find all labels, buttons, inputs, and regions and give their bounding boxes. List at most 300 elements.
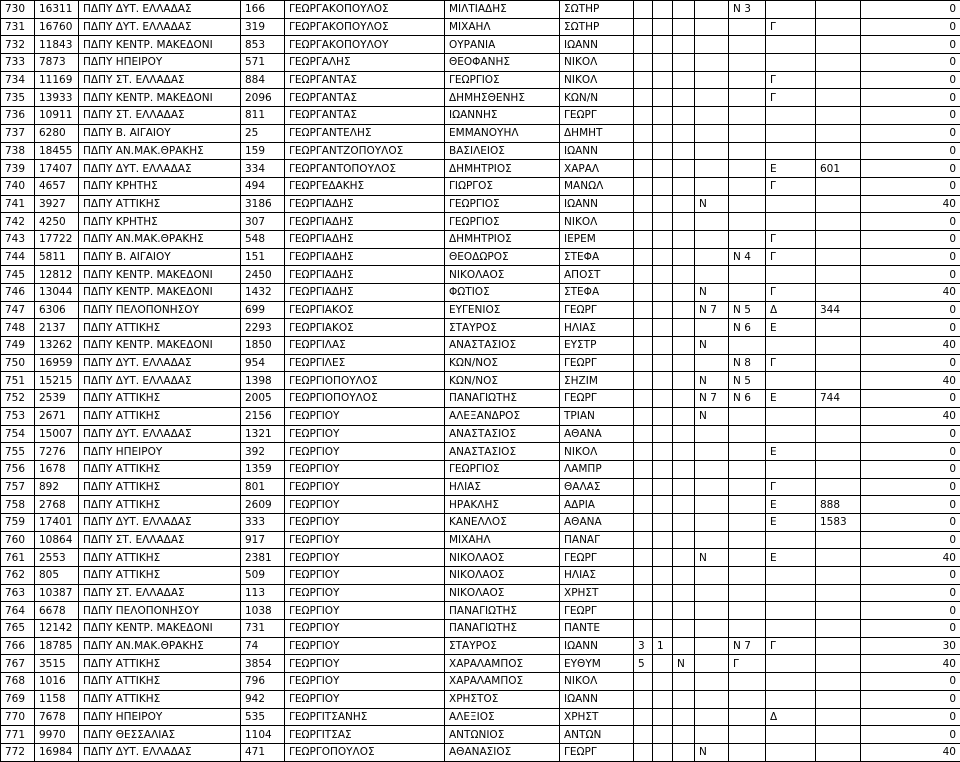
- score-cell: 0: [861, 177, 960, 195]
- first-name-cell: ΙΩΑΝΝΗΣ: [445, 107, 560, 125]
- row-number-cell: 772: [1, 743, 35, 761]
- col-e-cell: [729, 425, 766, 443]
- code-cell: 3186: [241, 195, 285, 213]
- father-name-cell: ΠΑΝΤΕ: [560, 620, 634, 638]
- first-name-cell: ΜΙΧΑΗΛ: [445, 18, 560, 36]
- col-e-cell: N 8: [729, 354, 766, 372]
- record-id-cell: 16760: [35, 18, 79, 36]
- col-b-cell: [653, 213, 673, 231]
- table-row: [1, 425, 960, 443]
- col-e-cell: [729, 531, 766, 549]
- first-name-cell: ΓΕΩΡΓΙΟΣ: [445, 213, 560, 231]
- amount-cell: [816, 690, 861, 708]
- col-e-cell: N 3: [729, 1, 766, 19]
- table-row: [1, 177, 960, 195]
- record-id-cell: 2768: [35, 496, 79, 514]
- score-cell: 0: [861, 496, 960, 514]
- table-row: [1, 390, 960, 408]
- score-cell: 0: [861, 602, 960, 620]
- col-c-cell: [673, 230, 695, 248]
- score-cell: 0: [861, 142, 960, 160]
- surname-cell: ΓΕΩΡΓΑΝΤΖΟΠΟΥΛΟΣ: [285, 142, 445, 160]
- col-e-cell: N 4: [729, 248, 766, 266]
- surname-cell: ΓΕΩΡΓΑΝΤΑΣ: [285, 71, 445, 89]
- col-c-cell: [673, 36, 695, 54]
- row-number-cell: 735: [1, 89, 35, 107]
- col-b-cell: [653, 690, 673, 708]
- code-cell: 1104: [241, 726, 285, 744]
- surname-cell: ΓΕΩΡΓΙΑΔΗΣ: [285, 284, 445, 302]
- col-b-cell: [653, 36, 673, 54]
- code-cell: 731: [241, 620, 285, 638]
- col-d-cell: [695, 496, 729, 514]
- code-cell: 509: [241, 567, 285, 585]
- row-number-cell: 754: [1, 425, 35, 443]
- category-cell: [766, 584, 816, 602]
- surname-cell: ΓΕΩΡΓΙΑΔΗΣ: [285, 213, 445, 231]
- col-b-cell: [653, 407, 673, 425]
- record-id-cell: 12142: [35, 620, 79, 638]
- surname-cell: ΓΕΩΡΓΙΟΠΟΥΛΟΣ: [285, 372, 445, 390]
- col-e-cell: N 6: [729, 319, 766, 337]
- first-name-cell: ΑΝΑΣΤΑΣΙΟΣ: [445, 425, 560, 443]
- col-c-cell: [673, 602, 695, 620]
- first-name-cell: ΟΥΡΑΝΙΑ: [445, 36, 560, 54]
- father-name-cell: ΠΑΝΑΓ: [560, 531, 634, 549]
- record-id-cell: 2671: [35, 407, 79, 425]
- col-b-cell: [653, 160, 673, 178]
- region-cell: ΠΔΠΥ ΑΤΤΙΚΗΣ: [79, 549, 241, 567]
- surname-cell: ΓΕΩΡΓΑΝΤΑΣ: [285, 89, 445, 107]
- col-b-cell: [653, 655, 673, 673]
- col-a-cell: [634, 284, 653, 302]
- table-row: [1, 160, 960, 178]
- col-d-cell: [695, 319, 729, 337]
- table-row: [1, 284, 960, 302]
- col-e-cell: [729, 18, 766, 36]
- col-a-cell: [634, 319, 653, 337]
- record-id-cell: 12812: [35, 266, 79, 284]
- region-cell: ΠΔΠΥ ΠΕΛΟΠΟΝΗΣΟΥ: [79, 602, 241, 620]
- col-d-cell: [695, 708, 729, 726]
- col-a-cell: [634, 301, 653, 319]
- category-cell: [766, 460, 816, 478]
- col-b-cell: [653, 602, 673, 620]
- col-d-cell: Ν: [695, 549, 729, 567]
- col-a-cell: [634, 460, 653, 478]
- region-cell: ΠΔΠΥ ΑΤΤΙΚΗΣ: [79, 460, 241, 478]
- record-id-cell: 17401: [35, 513, 79, 531]
- score-cell: 0: [861, 213, 960, 231]
- col-b-cell: [653, 89, 673, 107]
- col-a-cell: [634, 266, 653, 284]
- score-cell: 0: [861, 71, 960, 89]
- col-d-cell: Ν: [695, 372, 729, 390]
- col-d-cell: [695, 230, 729, 248]
- table-row: [1, 655, 960, 673]
- col-b-cell: [653, 142, 673, 160]
- table-row: [1, 460, 960, 478]
- col-d-cell: Ν: [695, 337, 729, 355]
- father-name-cell: ΙΕΡΕΜ: [560, 230, 634, 248]
- col-b-cell: [653, 1, 673, 19]
- col-e-cell: [729, 213, 766, 231]
- table-row: [1, 726, 960, 744]
- score-cell: 0: [861, 620, 960, 638]
- surname-cell: ΓΕΩΡΓΙΟΥ: [285, 567, 445, 585]
- col-d-cell: [695, 89, 729, 107]
- code-cell: 2005: [241, 390, 285, 408]
- amount-cell: 744: [816, 390, 861, 408]
- col-b-cell: [653, 743, 673, 761]
- row-number-cell: 731: [1, 18, 35, 36]
- first-name-cell: ΦΩΤΙΟΣ: [445, 284, 560, 302]
- score-cell: 40: [861, 284, 960, 302]
- score-cell: 0: [861, 584, 960, 602]
- category-cell: [766, 567, 816, 585]
- father-name-cell: ΙΩΑΝΝ: [560, 195, 634, 213]
- score-cell: 0: [861, 478, 960, 496]
- amount-cell: [816, 620, 861, 638]
- table-row: [1, 637, 960, 655]
- score-cell: 40: [861, 407, 960, 425]
- region-cell: ΠΔΠΥ Β. ΑΙΓΑΙΟΥ: [79, 124, 241, 142]
- surname-cell: ΓΕΩΡΓΙΛΑΣ: [285, 337, 445, 355]
- code-cell: 1850: [241, 337, 285, 355]
- father-name-cell: ΕΥΘΥΜ: [560, 655, 634, 673]
- col-c-cell: [673, 301, 695, 319]
- col-e-cell: [729, 266, 766, 284]
- code-cell: 166: [241, 1, 285, 19]
- record-id-cell: 13044: [35, 284, 79, 302]
- score-cell: 0: [861, 160, 960, 178]
- col-a-cell: [634, 425, 653, 443]
- category-cell: [766, 337, 816, 355]
- score-cell: 0: [861, 460, 960, 478]
- region-cell: ΠΔΠΥ ΑΤΤΙΚΗΣ: [79, 407, 241, 425]
- code-cell: 942: [241, 690, 285, 708]
- record-id-cell: 18455: [35, 142, 79, 160]
- first-name-cell: ΑΝΑΣΤΑΣΙΟΣ: [445, 337, 560, 355]
- surname-cell: ΓΕΩΡΓΙΤΣΑΝΗΣ: [285, 708, 445, 726]
- amount-cell: [816, 71, 861, 89]
- col-c-cell: [673, 160, 695, 178]
- col-d-cell: [695, 124, 729, 142]
- table-row: [1, 567, 960, 585]
- amount-cell: [816, 584, 861, 602]
- father-name-cell: ΣΗΖΙΜ: [560, 372, 634, 390]
- surname-cell: ΓΕΩΡΓΑΝΤΕΛΗΣ: [285, 124, 445, 142]
- row-number-cell: 771: [1, 726, 35, 744]
- col-c-cell: [673, 443, 695, 461]
- region-cell: ΠΔΠΥ ΑΤΤΙΚΗΣ: [79, 690, 241, 708]
- code-cell: 159: [241, 142, 285, 160]
- record-id-cell: 10911: [35, 107, 79, 125]
- record-id-cell: 16984: [35, 743, 79, 761]
- record-id-cell: 4250: [35, 213, 79, 231]
- region-cell: ΠΔΠΥ ΑΤΤΙΚΗΣ: [79, 655, 241, 673]
- col-a-cell: [634, 708, 653, 726]
- col-c-cell: [673, 248, 695, 266]
- col-c-cell: [673, 496, 695, 514]
- table-row: [1, 584, 960, 602]
- amount-cell: 344: [816, 301, 861, 319]
- table-row: [1, 1, 960, 19]
- region-cell: ΠΔΠΥ ΑΤΤΙΚΗΣ: [79, 195, 241, 213]
- code-cell: 796: [241, 673, 285, 691]
- col-a-cell: [634, 160, 653, 178]
- record-id-cell: 10387: [35, 584, 79, 602]
- father-name-cell: ΙΩΑΝΝ: [560, 36, 634, 54]
- amount-cell: [816, 284, 861, 302]
- score-cell: 0: [861, 301, 960, 319]
- father-name-cell: ΝΙΚΟΛ: [560, 54, 634, 72]
- col-c-cell: [673, 726, 695, 744]
- code-cell: 2609: [241, 496, 285, 514]
- col-a-cell: [634, 18, 653, 36]
- first-name-cell: ΝΙΚΟΛΑΟΣ: [445, 549, 560, 567]
- father-name-cell: ΙΩΑΝΝ: [560, 637, 634, 655]
- table-row: [1, 690, 960, 708]
- surname-cell: ΓΕΩΡΓΑΝΤΑΣ: [285, 107, 445, 125]
- score-cell: 0: [861, 567, 960, 585]
- col-e-cell: [729, 567, 766, 585]
- code-cell: 1398: [241, 372, 285, 390]
- record-id-cell: 5811: [35, 248, 79, 266]
- record-id-cell: 13933: [35, 89, 79, 107]
- father-name-cell: ΛΑΜΠΡ: [560, 460, 634, 478]
- col-a-cell: [634, 195, 653, 213]
- category-cell: Ε: [766, 496, 816, 514]
- score-cell: 40: [861, 337, 960, 355]
- surname-cell: ΓΕΩΡΓΙΟΥ: [285, 673, 445, 691]
- col-c-cell: [673, 531, 695, 549]
- col-c-cell: [673, 708, 695, 726]
- col-d-cell: [695, 177, 729, 195]
- first-name-cell: ΓΕΩΡΓΙΟΣ: [445, 460, 560, 478]
- col-c-cell: Ν: [673, 655, 695, 673]
- first-name-cell: ΝΙΚΟΛΑΟΣ: [445, 266, 560, 284]
- surname-cell: ΓΕΩΡΓΙΑΔΗΣ: [285, 266, 445, 284]
- record-id-cell: 1016: [35, 673, 79, 691]
- amount-cell: [816, 372, 861, 390]
- score-cell: 0: [861, 726, 960, 744]
- region-cell: ΠΔΠΥ ΗΠΕΙΡΟΥ: [79, 54, 241, 72]
- region-cell: ΠΔΠΥ ΣΤ. ΕΛΛΑΔΑΣ: [79, 531, 241, 549]
- col-c-cell: [673, 407, 695, 425]
- code-cell: 699: [241, 301, 285, 319]
- first-name-cell: ΣΤΑΥΡΟΣ: [445, 637, 560, 655]
- col-c-cell: [673, 620, 695, 638]
- first-name-cell: ΒΑΣΙΛΕΙΟΣ: [445, 142, 560, 160]
- col-b-cell: [653, 390, 673, 408]
- category-cell: [766, 726, 816, 744]
- col-e-cell: [729, 690, 766, 708]
- category-cell: [766, 1, 816, 19]
- col-d-cell: [695, 71, 729, 89]
- first-name-cell: ΑΛΕΞΑΝΔΡΟΣ: [445, 407, 560, 425]
- father-name-cell: ΙΩΑΝΝ: [560, 142, 634, 160]
- table-row: [1, 708, 960, 726]
- row-number-cell: 768: [1, 673, 35, 691]
- category-cell: [766, 195, 816, 213]
- col-b-cell: [653, 620, 673, 638]
- region-cell: ΠΔΠΥ ΑΤΤΙΚΗΣ: [79, 390, 241, 408]
- category-cell: [766, 107, 816, 125]
- record-id-cell: 1158: [35, 690, 79, 708]
- col-e-cell: N 6: [729, 390, 766, 408]
- amount-cell: [816, 177, 861, 195]
- father-name-cell: ΑΠΟΣΤ: [560, 266, 634, 284]
- col-c-cell: [673, 142, 695, 160]
- col-b-cell: [653, 195, 673, 213]
- region-cell: ΠΔΠΥ ΑΤΤΙΚΗΣ: [79, 567, 241, 585]
- col-a-cell: [634, 230, 653, 248]
- surname-cell: ΓΕΩΡΓΑΚΟΠΟΥΛΟΥ: [285, 36, 445, 54]
- col-d-cell: Ν: [695, 284, 729, 302]
- surname-cell: ΓΕΩΡΓΑΛΗΣ: [285, 54, 445, 72]
- col-b-cell: [653, 513, 673, 531]
- col-a-cell: [634, 513, 653, 531]
- code-cell: 151: [241, 248, 285, 266]
- col-c-cell: [673, 584, 695, 602]
- col-e-cell: [729, 743, 766, 761]
- surname-cell: ΓΕΩΡΓΑΚΟΠΟΥΛΟΣ: [285, 18, 445, 36]
- record-id-cell: 18785: [35, 637, 79, 655]
- col-a-cell: [634, 248, 653, 266]
- table-row: [1, 18, 960, 36]
- amount-cell: [816, 478, 861, 496]
- col-d-cell: [695, 54, 729, 72]
- col-d-cell: [695, 18, 729, 36]
- code-cell: 2096: [241, 89, 285, 107]
- record-id-cell: 2137: [35, 319, 79, 337]
- col-a-cell: [634, 390, 653, 408]
- score-cell: 0: [861, 673, 960, 691]
- code-cell: 1432: [241, 284, 285, 302]
- row-number-cell: 758: [1, 496, 35, 514]
- amount-cell: 888: [816, 496, 861, 514]
- category-cell: [766, 36, 816, 54]
- row-number-cell: 750: [1, 354, 35, 372]
- row-number-cell: 761: [1, 549, 35, 567]
- region-cell: ΠΔΠΥ ΑΝ.ΜΑΚ.ΘΡΑΚΗΣ: [79, 142, 241, 160]
- category-cell: [766, 142, 816, 160]
- code-cell: 307: [241, 213, 285, 231]
- father-name-cell: ΗΛΙΑΣ: [560, 319, 634, 337]
- table-row: [1, 443, 960, 461]
- table-row: [1, 549, 960, 567]
- record-id-cell: 1678: [35, 460, 79, 478]
- father-name-cell: ΣΤΕΦΑ: [560, 284, 634, 302]
- region-cell: ΠΔΠΥ ΠΕΛΟΠΟΝΗΣΟΥ: [79, 301, 241, 319]
- col-d-cell: N 7: [695, 390, 729, 408]
- first-name-cell: ΝΙΚΟΛΑΟΣ: [445, 584, 560, 602]
- code-cell: 471: [241, 743, 285, 761]
- row-number-cell: 736: [1, 107, 35, 125]
- col-d-cell: [695, 637, 729, 655]
- category-cell: Γ: [766, 248, 816, 266]
- col-d-cell: [695, 584, 729, 602]
- col-a-cell: [634, 177, 653, 195]
- table-row: [1, 319, 960, 337]
- score-cell: 40: [861, 372, 960, 390]
- first-name-cell: ΗΡΑΚΛΗΣ: [445, 496, 560, 514]
- code-cell: 334: [241, 160, 285, 178]
- category-cell: Γ: [766, 230, 816, 248]
- code-cell: 319: [241, 18, 285, 36]
- amount-cell: [816, 142, 861, 160]
- father-name-cell: ΣΩΤΗΡ: [560, 18, 634, 36]
- table-row: [1, 230, 960, 248]
- score-cell: 40: [861, 549, 960, 567]
- region-cell: ΠΔΠΥ ΚΕΝΤΡ. ΜΑΚΕΔΟΝΙ: [79, 36, 241, 54]
- first-name-cell: ΜΙΧΑΗΛ: [445, 531, 560, 549]
- surname-cell: ΓΕΩΡΓΙΟΥ: [285, 478, 445, 496]
- first-name-cell: ΚΩΝ/ΝΟΣ: [445, 372, 560, 390]
- category-cell: Γ: [766, 18, 816, 36]
- row-number-cell: 759: [1, 513, 35, 531]
- score-cell: 0: [861, 107, 960, 125]
- table-row: [1, 248, 960, 266]
- col-d-cell: [695, 248, 729, 266]
- surname-cell: ΓΕΩΡΓΙΟΥ: [285, 620, 445, 638]
- record-id-cell: 16311: [35, 1, 79, 19]
- score-cell: 0: [861, 390, 960, 408]
- code-cell: 571: [241, 54, 285, 72]
- amount-cell: [816, 89, 861, 107]
- record-id-cell: 15215: [35, 372, 79, 390]
- region-cell: ΠΔΠΥ ΗΠΕΙΡΟΥ: [79, 443, 241, 461]
- region-cell: ΠΔΠΥ ΑΤΤΙΚΗΣ: [79, 478, 241, 496]
- amount-cell: [816, 549, 861, 567]
- col-c-cell: [673, 195, 695, 213]
- father-name-cell: ΧΑΡΑΛ: [560, 160, 634, 178]
- first-name-cell: ΜΙΛΤΙΑΔΗΣ: [445, 1, 560, 19]
- amount-cell: [816, 443, 861, 461]
- surname-cell: ΓΕΩΡΓΙΟΥ: [285, 549, 445, 567]
- region-cell: ΠΔΠΥ ΔΥΤ. ΕΛΛΑΔΑΣ: [79, 354, 241, 372]
- code-cell: 25: [241, 124, 285, 142]
- col-a-cell: 5: [634, 655, 653, 673]
- father-name-cell: ΜΑΝΩΛ: [560, 177, 634, 195]
- col-e-cell: N 5: [729, 301, 766, 319]
- code-cell: 1038: [241, 602, 285, 620]
- col-c-cell: [673, 319, 695, 337]
- col-d-cell: Ν: [695, 743, 729, 761]
- col-d-cell: [695, 567, 729, 585]
- col-b-cell: [653, 301, 673, 319]
- amount-cell: [816, 266, 861, 284]
- father-name-cell: ΝΙΚΟΛ: [560, 673, 634, 691]
- col-c-cell: [673, 54, 695, 72]
- col-c-cell: [673, 513, 695, 531]
- record-id-cell: 2553: [35, 549, 79, 567]
- col-e-cell: [729, 160, 766, 178]
- col-a-cell: [634, 673, 653, 691]
- col-c-cell: [673, 372, 695, 390]
- category-cell: Ε: [766, 443, 816, 461]
- score-cell: 0: [861, 248, 960, 266]
- col-b-cell: [653, 319, 673, 337]
- row-number-cell: 749: [1, 337, 35, 355]
- row-number-cell: 746: [1, 284, 35, 302]
- table-row: [1, 407, 960, 425]
- code-cell: 917: [241, 531, 285, 549]
- record-id-cell: 17722: [35, 230, 79, 248]
- category-cell: Γ: [766, 354, 816, 372]
- col-d-cell: [695, 443, 729, 461]
